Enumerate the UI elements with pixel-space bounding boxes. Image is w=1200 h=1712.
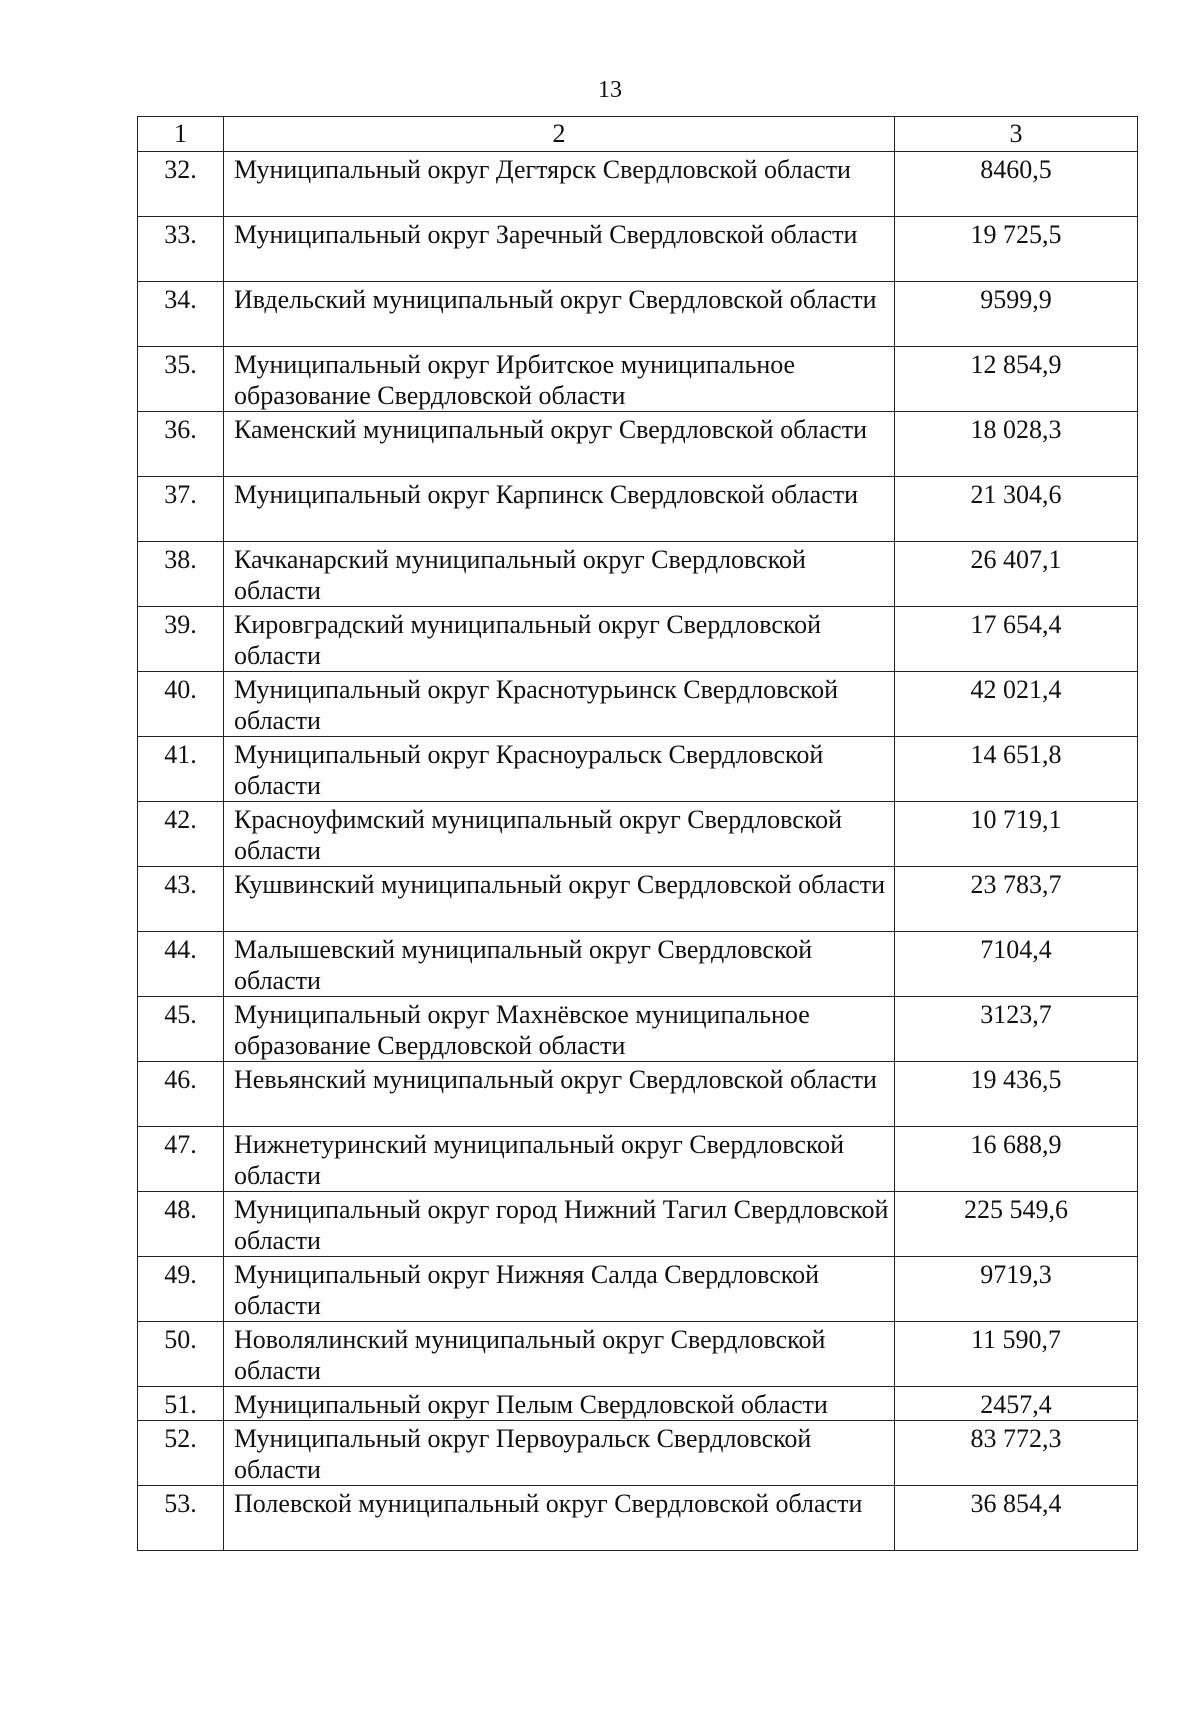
table-row — [138, 867, 1138, 932]
row-number: 38. — [138, 542, 224, 607]
table-row — [138, 1322, 1138, 1387]
row-number: 34. — [138, 282, 224, 347]
district-name: Муниципальный округ Красноуральск Свердловской области — [224, 737, 895, 802]
district-name: Невьянский муниципальный округ Свердловской области — [224, 1062, 895, 1127]
table-row — [138, 217, 1138, 282]
district-name: Муниципальный округ Карпинск Свердловской области — [224, 477, 895, 542]
table-row — [138, 1421, 1138, 1486]
district-value: 11 590,7 — [895, 1322, 1138, 1387]
table-row — [138, 477, 1138, 542]
district-name: Муниципальный округ Пелым Свердловской области — [224, 1387, 895, 1421]
column-header-name: 2 — [224, 117, 895, 152]
table-row — [138, 347, 1138, 412]
column-header-value: 3 — [895, 117, 1138, 152]
district-value: 9719,3 — [895, 1257, 1138, 1322]
district-name: Каменский муниципальный округ Свердловской области — [224, 412, 895, 477]
table-row — [138, 1486, 1138, 1551]
row-number: 44. — [138, 932, 224, 997]
table-row — [138, 1127, 1138, 1192]
district-value: 23 783,7 — [895, 867, 1138, 932]
row-number: 46. — [138, 1062, 224, 1127]
table-row — [138, 542, 1138, 607]
district-name: Полевской муниципальный округ Свердловской области — [224, 1486, 895, 1551]
district-name: Муниципальный округ Дегтярск Свердловской области — [224, 152, 895, 217]
district-name: Муниципальный округ Краснотурьинск Свердловской области — [224, 672, 895, 737]
row-number: 40. — [138, 672, 224, 737]
row-number: 48. — [138, 1192, 224, 1257]
district-name: Малышевский муниципальный округ Свердловской области — [224, 932, 895, 997]
district-name: Кушвинский муниципальный округ Свердловской области — [224, 867, 895, 932]
table-row — [138, 737, 1138, 802]
district-name: Муниципальный округ Нижняя Салда Свердловской области — [224, 1257, 895, 1322]
district-value: 26 407,1 — [895, 542, 1138, 607]
row-number: 32. — [138, 152, 224, 217]
table-row — [138, 997, 1138, 1062]
column-header-number: 1 — [138, 117, 224, 152]
row-number: 33. — [138, 217, 224, 282]
district-name: Муниципальный округ Махнёвское муниципальное образование Свердловской области — [224, 997, 895, 1062]
row-number: 51. — [138, 1387, 224, 1421]
district-value: 7104,4 — [895, 932, 1138, 997]
district-name: Ивдельский муниципальный округ Свердловской области — [224, 282, 895, 347]
row-number: 49. — [138, 1257, 224, 1322]
row-number: 39. — [138, 607, 224, 672]
district-value: 19 436,5 — [895, 1062, 1138, 1127]
district-name: Муниципальный округ Ирбитское муниципальное образование Свердловской области — [224, 347, 895, 412]
row-number: 43. — [138, 867, 224, 932]
row-number: 41. — [138, 737, 224, 802]
table-row — [138, 672, 1138, 737]
row-number: 45. — [138, 997, 224, 1062]
table-header-row — [138, 117, 1138, 152]
table-row — [138, 1257, 1138, 1322]
district-value: 42 021,4 — [895, 672, 1138, 737]
row-number: 35. — [138, 347, 224, 412]
row-number: 36. — [138, 412, 224, 477]
district-name: Муниципальный округ город Нижний Тагил Свердловской области — [224, 1192, 895, 1257]
district-name: Кировградский муниципальный округ Свердловской области — [224, 607, 895, 672]
row-number: 52. — [138, 1421, 224, 1486]
district-value: 9599,9 — [895, 282, 1138, 347]
table-row — [138, 607, 1138, 672]
district-name: Муниципальный округ Первоуральск Свердловской области — [224, 1421, 895, 1486]
district-value: 3123,7 — [895, 997, 1138, 1062]
district-value: 14 651,8 — [895, 737, 1138, 802]
district-value: 83 772,3 — [895, 1421, 1138, 1486]
table-row — [138, 282, 1138, 347]
table-row — [138, 802, 1138, 867]
district-value: 18 028,3 — [895, 412, 1138, 477]
district-name: Нижнетуринский муниципальный округ Свердловской области — [224, 1127, 895, 1192]
municipal-districts-table — [137, 116, 1138, 1551]
table-row — [138, 1192, 1138, 1257]
row-number: 42. — [138, 802, 224, 867]
district-value: 36 854,4 — [895, 1486, 1138, 1551]
row-number: 37. — [138, 477, 224, 542]
district-value: 21 304,6 — [895, 477, 1138, 542]
row-number: 47. — [138, 1127, 224, 1192]
district-value: 8460,5 — [895, 152, 1138, 217]
district-name: Муниципальный округ Заречный Свердловской области — [224, 217, 895, 282]
page-number: 13 — [598, 77, 622, 103]
district-value: 225 549,6 — [895, 1192, 1138, 1257]
district-value: 16 688,9 — [895, 1127, 1138, 1192]
table-row — [138, 152, 1138, 217]
table-row — [138, 1387, 1138, 1421]
district-value: 17 654,4 — [895, 607, 1138, 672]
row-number: 53. — [138, 1486, 224, 1551]
district-value: 12 854,9 — [895, 347, 1138, 412]
table-row — [138, 412, 1138, 477]
district-value: 2457,4 — [895, 1387, 1138, 1421]
table-row — [138, 1062, 1138, 1127]
district-name: Красноуфимский муниципальный округ Свердловской области — [224, 802, 895, 867]
district-value: 19 725,5 — [895, 217, 1138, 282]
district-name: Качканарский муниципальный округ Свердловской области — [224, 542, 895, 607]
district-value: 10 719,1 — [895, 802, 1138, 867]
row-number: 50. — [138, 1322, 224, 1387]
table-row — [138, 932, 1138, 997]
district-name: Новолялинский муниципальный округ Свердловской области — [224, 1322, 895, 1387]
